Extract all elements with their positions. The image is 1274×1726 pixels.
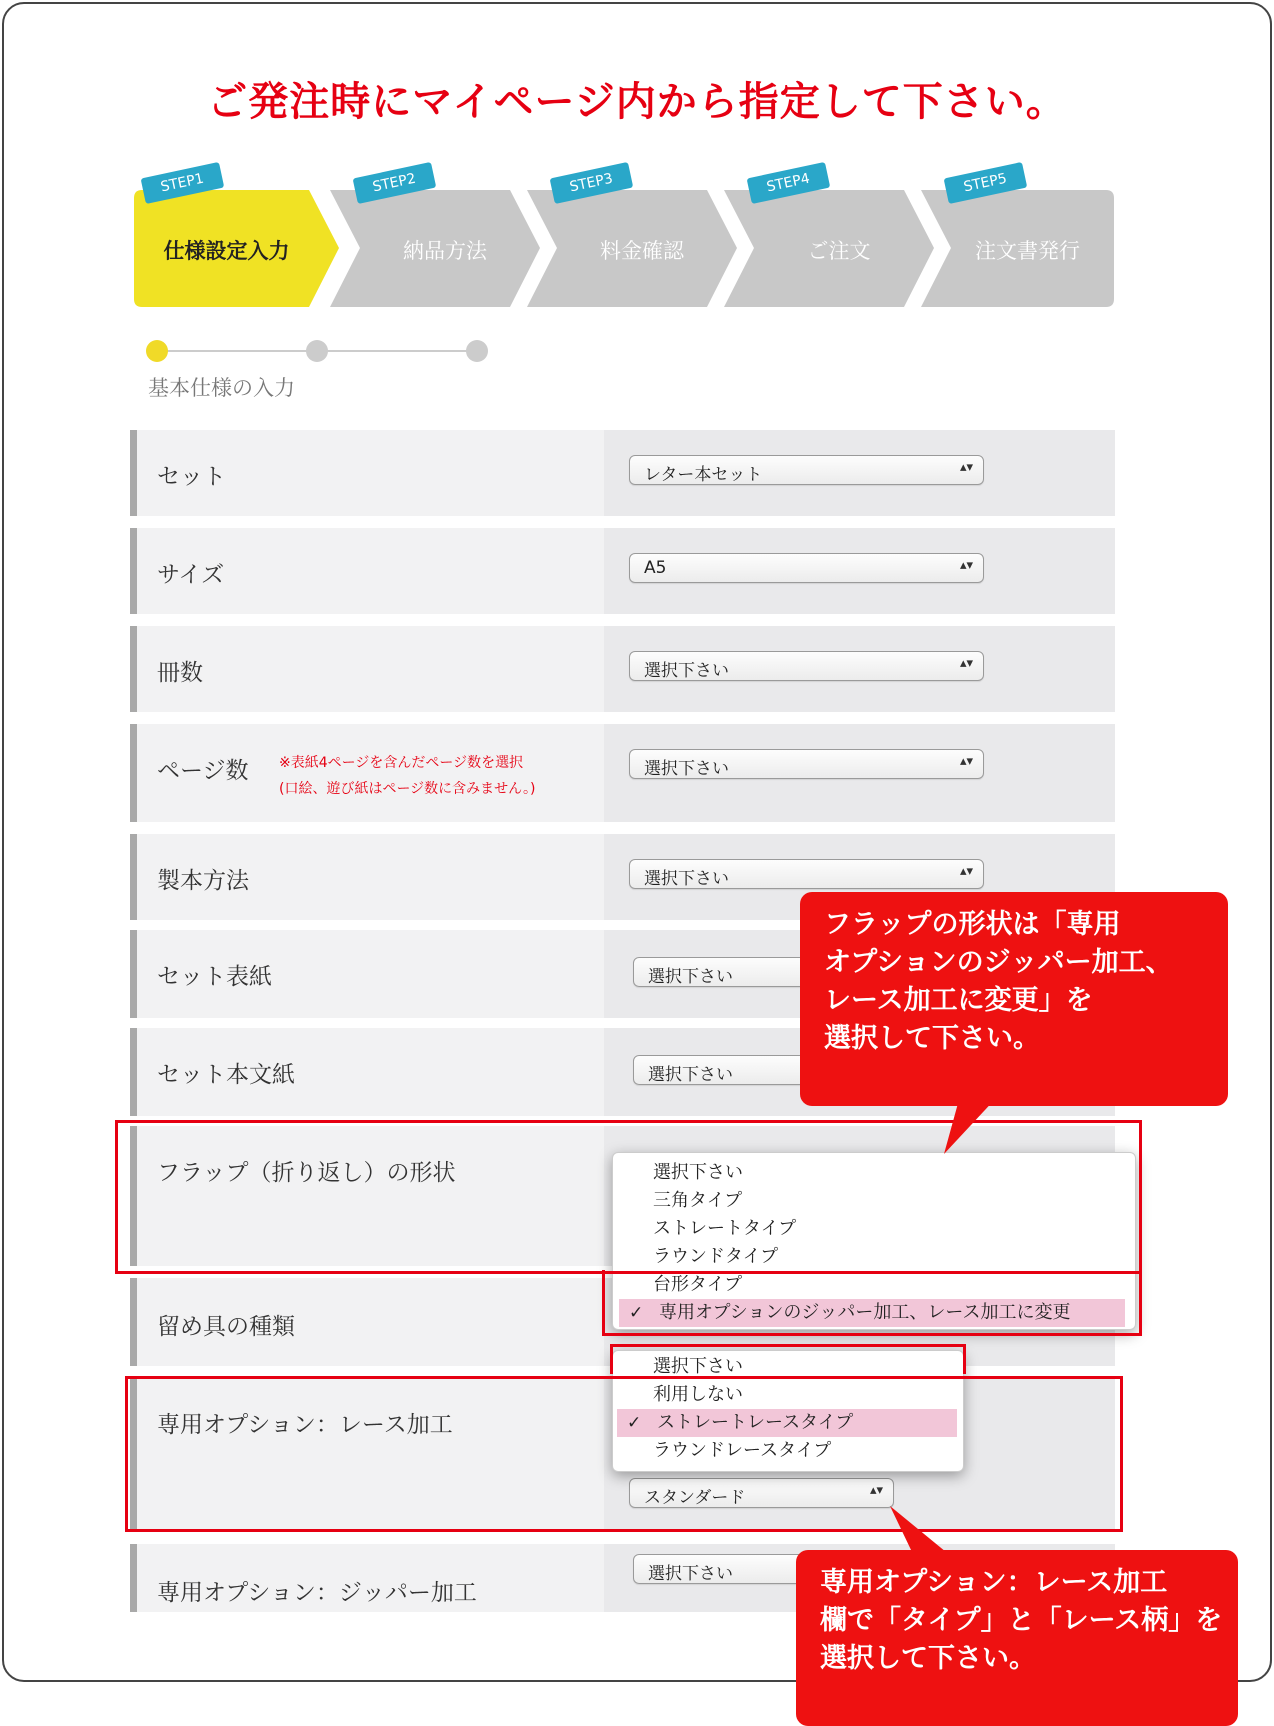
step-2-tag: STEP2: [353, 162, 436, 204]
callout-1-line: 選択して下さい。: [824, 1023, 1040, 1054]
body-select-value: 選択下さい: [648, 1065, 733, 1085]
row-label-cell: [130, 1126, 604, 1266]
pages-select-value: 選択下さい: [644, 759, 729, 779]
step-1[interactable]: [134, 170, 339, 307]
binding-select[interactable]: [629, 859, 984, 889]
zipper-select-value: 選択下さい: [648, 1564, 733, 1584]
step-4[interactable]: [724, 170, 934, 307]
cover-select-value: 選択下さい: [648, 967, 733, 987]
checkmark-icon: ✓: [627, 1413, 642, 1433]
form-row-set: [130, 430, 1115, 516]
pages-label: ページ数: [157, 758, 249, 784]
row-value-cell: [604, 430, 1115, 516]
lace-type-dropdown-menu[interactable]: [612, 1350, 964, 1472]
flap-option[interactable]: [613, 1159, 1135, 1187]
option-label: 選択下さい: [653, 1162, 743, 1183]
step-5-tag: STEP5: [944, 162, 1027, 204]
sub-progress-label: 基本仕様の入力: [148, 376, 295, 400]
lace-label: 専用オプション：レース加工: [157, 1412, 453, 1438]
option-label: 選択下さい: [653, 1356, 743, 1377]
pages-note-line-1: ※表紙4ページを含んだページ数を選択: [279, 755, 524, 771]
step-3-label: 料金確認: [600, 239, 684, 263]
option-label: ストレートタイプ: [653, 1218, 797, 1239]
set-select[interactable]: [629, 455, 984, 485]
select-arrow-icon: ▴▾: [959, 864, 973, 879]
callout-1-line: レース加工に変更」を: [824, 985, 1093, 1016]
flap-option-selected[interactable]: [619, 1299, 1125, 1327]
select-arrow-icon: ▴▾: [959, 656, 973, 671]
step-5-label: 注文書発行: [975, 239, 1080, 263]
row-label-cell: [130, 724, 604, 822]
flap-option[interactable]: [613, 1243, 1135, 1271]
callout-2-tail: [888, 1506, 948, 1556]
step-5[interactable]: [921, 170, 1114, 307]
option-label: 専用オプションのジッパー加工、レース加工に変更: [659, 1302, 1071, 1323]
row-label-cell: [130, 1544, 604, 1612]
callout-2-line: 欄で「タイプ」と「レース柄」を: [820, 1605, 1223, 1636]
checkmark-icon: ✓: [629, 1303, 644, 1323]
flap-label: フラップ（折り返し）の形状: [157, 1160, 456, 1186]
lace-pattern-select-value: スタンダード: [644, 1488, 746, 1508]
row-label-cell: [130, 626, 604, 712]
pages-note-line-2: (口絵、遊び紙はページ数に含みません。): [279, 781, 536, 797]
form-row-pages: [130, 724, 1115, 822]
select-arrow-icon: ▴▾: [869, 1483, 883, 1498]
size-label: サイズ: [157, 562, 225, 588]
option-label: ラウンドレースタイプ: [653, 1440, 832, 1461]
callout-2-line: 専用オプション：レース加工: [820, 1567, 1168, 1598]
option-label: ラウンドタイプ: [653, 1246, 779, 1267]
callout-2: [796, 1550, 1238, 1726]
zipper-label: 専用オプション：ジッパー加工: [157, 1580, 477, 1606]
option-label: 台形タイプ: [653, 1274, 743, 1295]
option-label: 三角タイプ: [653, 1190, 743, 1211]
size-select[interactable]: [629, 553, 984, 583]
body-label: セット本文紙: [157, 1062, 295, 1088]
step-4-label: ご注文: [807, 239, 871, 263]
lace-option[interactable]: [613, 1381, 963, 1409]
callout-2-line: 選択して下さい。: [820, 1643, 1036, 1674]
step-1-tag: STEP1: [141, 162, 224, 204]
select-arrow-icon: ▴▾: [959, 460, 973, 475]
flap-option[interactable]: [613, 1215, 1135, 1243]
step-2-label: 納品方法: [403, 239, 487, 263]
lace-option[interactable]: [613, 1437, 963, 1465]
step-progress-bar: [134, 170, 1114, 307]
row-value-cell: [604, 626, 1115, 712]
select-arrow-icon: ▴▾: [959, 558, 973, 573]
row-label-cell: [130, 1278, 604, 1366]
form-row-size: [130, 528, 1115, 614]
sub-progress-dot-1: [146, 340, 168, 362]
pages-select[interactable]: [629, 749, 984, 779]
lace-option-selected[interactable]: [617, 1409, 957, 1437]
row-value-cell: [604, 724, 1115, 822]
flap-dropdown-menu[interactable]: [612, 1152, 1136, 1330]
row-label-cell: [130, 834, 604, 920]
step-3-tag: STEP3: [550, 162, 633, 204]
row-label-cell: [130, 528, 604, 614]
row-label-cell: [130, 1376, 604, 1532]
callout-1-line: フラップの形状は「専用: [824, 909, 1121, 940]
copies-select[interactable]: [629, 651, 984, 681]
set-select-value: レター本セット: [644, 465, 763, 485]
fastener-label: 留め具の種類: [157, 1314, 295, 1340]
binding-select-value: 選択下さい: [644, 869, 729, 889]
copies-select-value: 選択下さい: [644, 661, 729, 681]
form-row-copies: [130, 626, 1115, 712]
page-headline: ご発注時にマイページ内から指定して下さい。: [207, 79, 1067, 125]
copies-label: 冊数: [157, 660, 203, 686]
callout-1: [800, 892, 1228, 1106]
step-4-tag: STEP4: [747, 162, 830, 204]
sub-progress-dot-3: [466, 340, 488, 362]
row-label-cell: [130, 1028, 604, 1116]
cover-label: セット表紙: [157, 964, 272, 990]
flap-option[interactable]: [613, 1271, 1135, 1299]
step-2[interactable]: [330, 170, 540, 307]
sub-progress-dot-2: [306, 340, 328, 362]
pages-note: [279, 750, 535, 802]
step-1-label: 仕様設定入力: [163, 239, 290, 263]
row-label-cell: [130, 930, 604, 1018]
lace-pattern-select[interactable]: [629, 1478, 894, 1508]
callout-1-line: オプションのジッパー加工、: [824, 947, 1173, 978]
flap-option[interactable]: [613, 1187, 1135, 1215]
set-label: セット: [157, 464, 226, 490]
size-select-value: A5: [644, 558, 667, 578]
row-value-cell: [604, 528, 1115, 614]
option-label: ストレートレースタイプ: [657, 1412, 854, 1433]
binding-label: 製本方法: [157, 868, 249, 894]
row-label-cell: [130, 430, 604, 516]
option-label: 利用しない: [653, 1384, 743, 1405]
select-arrow-icon: ▴▾: [959, 754, 973, 769]
lace-option[interactable]: [613, 1353, 963, 1381]
step-3[interactable]: [527, 170, 737, 307]
